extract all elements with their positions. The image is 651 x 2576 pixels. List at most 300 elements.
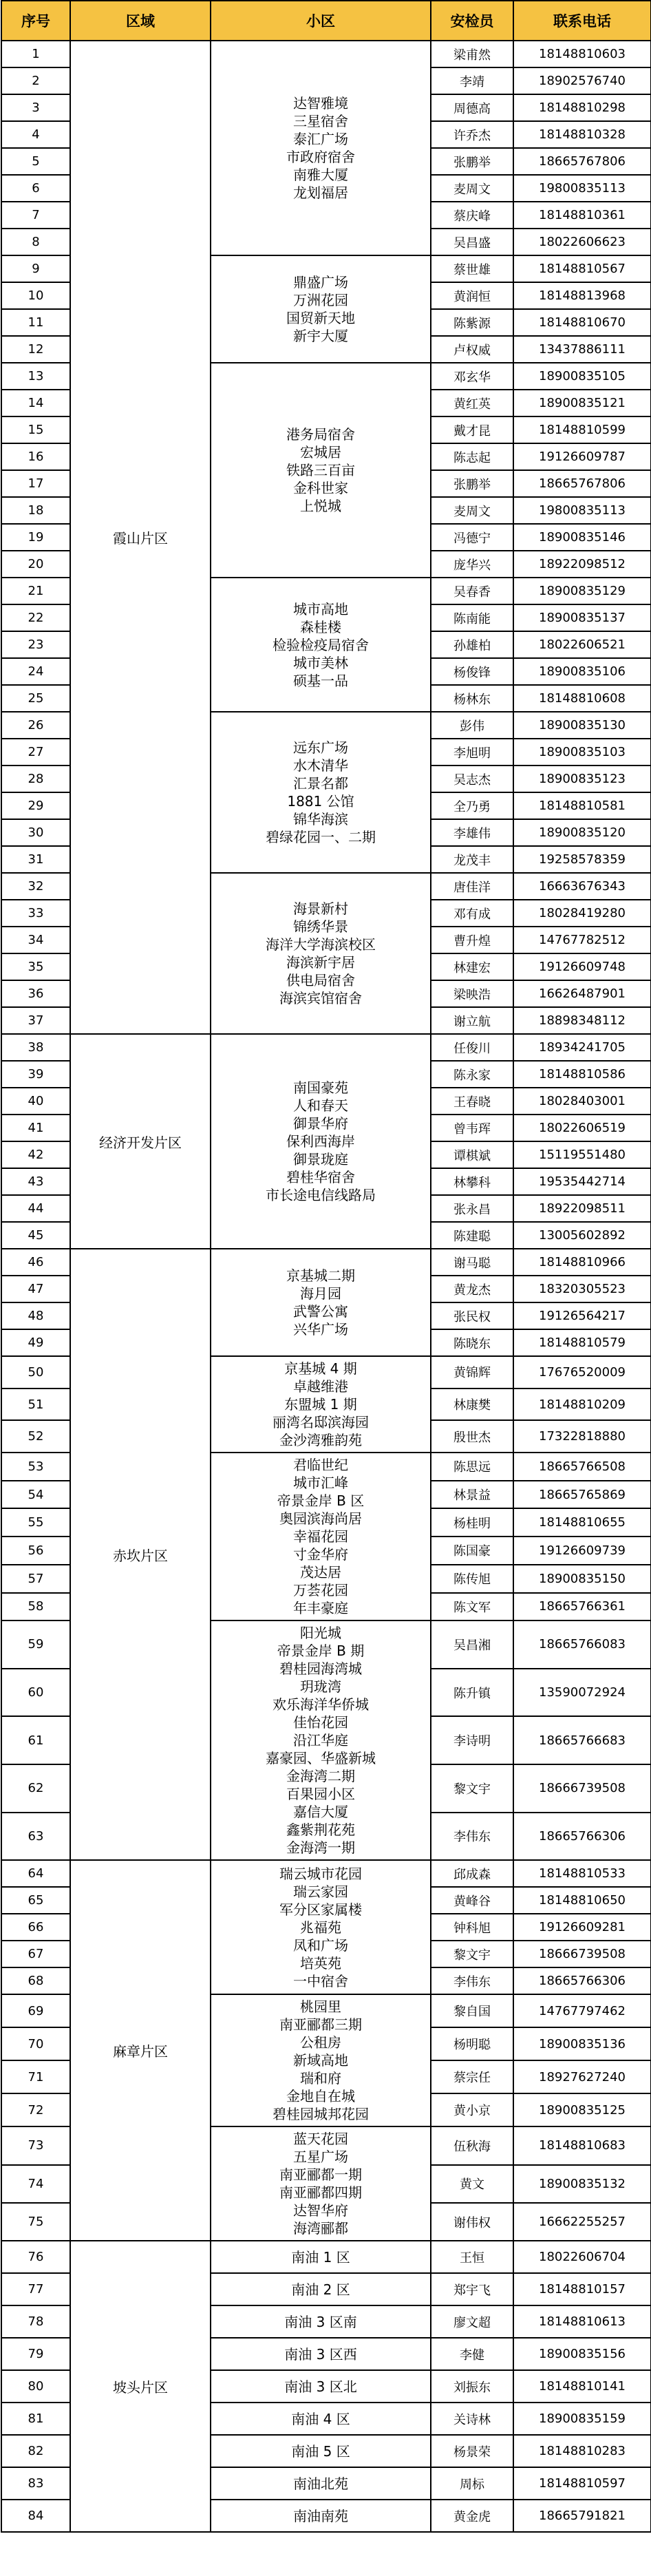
inspector-name: 李雄伟 (431, 819, 513, 846)
inspector-name: 林攀科 (431, 1168, 513, 1195)
phone-number: 14767797462 (513, 1994, 651, 2027)
community-name: 上悦城 (300, 498, 341, 514)
inspector-name: 李旭明 (431, 739, 513, 766)
header-community: 小区 (211, 1, 431, 41)
phone-number: 18148810683 (513, 2126, 651, 2164)
row-number: 75 (1, 2203, 70, 2241)
row-number: 68 (1, 1967, 70, 1994)
community-cell (211, 1453, 431, 1620)
row-number: 29 (1, 792, 70, 819)
community-name: 达智华府 (293, 2202, 348, 2219)
row-number: 16 (1, 443, 70, 470)
row-number: 63 (1, 1813, 70, 1861)
row-number: 50 (1, 1356, 70, 1389)
phone-number: 13590072924 (513, 1669, 651, 1717)
community-name: 达智雅境 (293, 95, 348, 112)
community-cell (211, 712, 431, 873)
row-number: 71 (1, 2060, 70, 2093)
row-number: 39 (1, 1061, 70, 1088)
inspector-name: 曾韦珲 (431, 1115, 513, 1141)
row-number: 12 (1, 336, 70, 363)
inspector-name: 王恒 (431, 2241, 513, 2273)
row-number: 19 (1, 524, 70, 551)
community-name: 南油 3 区南 (284, 2313, 357, 2330)
row-number: 73 (1, 2126, 70, 2164)
phone-number: 18902576740 (513, 67, 651, 94)
community-cell (211, 363, 431, 578)
inspector-name: 李诗明 (431, 1716, 513, 1764)
phone-number: 18320305523 (513, 1276, 651, 1302)
community-cell (211, 1860, 431, 1994)
community-name: 锦华海滨 (293, 811, 348, 827)
community-cell (211, 2467, 431, 2500)
phone-number: 18028403001 (513, 1088, 651, 1115)
phone-number: 18922098511 (513, 1195, 651, 1222)
community-cell (211, 1356, 431, 1453)
community-name: 桃园里 (300, 1998, 341, 2016)
row-number: 41 (1, 1115, 70, 1141)
row-number: 37 (1, 1007, 70, 1034)
inspector-name: 李健 (431, 2338, 513, 2370)
community-name: 兆福苑 (300, 1919, 341, 1936)
community-name: 1881 公馆 (287, 793, 354, 810)
inspector-name: 李伟东 (431, 1967, 513, 1994)
phone-number: 18148813968 (513, 282, 651, 309)
area-cell: 霞山片区 (70, 41, 211, 1034)
phone-number: 18922098512 (513, 551, 651, 578)
row-number: 9 (1, 255, 70, 282)
row-number: 76 (1, 2241, 70, 2273)
area-cell: 坡头片区 (70, 2241, 211, 2532)
header-no: 序号 (1, 1, 70, 41)
inspector-name: 龙茂丰 (431, 846, 513, 873)
community-name: 南油 3 区西 (284, 2345, 357, 2363)
inspector-name: 许乔杰 (431, 121, 513, 148)
community-name: 御景华府 (293, 1115, 348, 1132)
phone-number: 18148810670 (513, 309, 651, 336)
community-name: 凤和广场 (293, 1936, 348, 1954)
row-number: 6 (1, 175, 70, 202)
phone-number: 18148810597 (513, 2467, 651, 2500)
community-name: 检验检疫局宿舍 (273, 636, 369, 653)
row-number: 25 (1, 685, 70, 712)
phone-number: 18148810650 (513, 1887, 651, 1914)
row-number: 54 (1, 1481, 70, 1509)
inspector-name: 黄龙杰 (431, 1276, 513, 1302)
community-name: 三星宿舍 (293, 113, 348, 129)
area-cell: 赤坎片区 (70, 1249, 211, 1860)
row-number: 23 (1, 631, 70, 658)
inspector-name: 殷世杰 (431, 1420, 513, 1453)
inspector-name: 曹升煌 (431, 927, 513, 953)
phone-number: 18900835150 (513, 1565, 651, 1593)
community-name: 保利西海岸 (286, 1133, 355, 1150)
header-phone: 联系电话 (513, 1, 651, 41)
community-name: 城市美林 (293, 654, 348, 671)
row-number: 13 (1, 363, 70, 390)
inspector-name: 黄峰谷 (431, 1887, 513, 1914)
inspector-name: 戴才昆 (431, 416, 513, 443)
inspector-name: 黄红英 (431, 390, 513, 416)
community-name: 御景珑庭 (293, 1151, 348, 1168)
phone-number: 19126609748 (513, 953, 651, 980)
inspector-contact-table (1, 0, 651, 2533)
inspector-name: 陈紫源 (431, 309, 513, 336)
community-name: 碧桂园城邦花园 (273, 2106, 369, 2123)
row-number: 55 (1, 1508, 70, 1537)
community-name: 嘉豪园、华盛新城 (266, 1750, 376, 1767)
row-number: 18 (1, 497, 70, 524)
phone-number: 19126609281 (513, 1914, 651, 1941)
area-cell: 麻章片区 (70, 1860, 211, 2241)
row-number: 11 (1, 309, 70, 336)
row-number: 21 (1, 578, 70, 604)
community-name: 金海湾二期 (286, 1768, 355, 1785)
inspector-name: 林建宏 (431, 953, 513, 980)
row-number: 35 (1, 953, 70, 980)
inspector-name: 张鹏举 (431, 470, 513, 497)
community-name: 港务局宿舍 (286, 426, 355, 443)
row-number: 79 (1, 2338, 70, 2370)
row-number: 57 (1, 1565, 70, 1593)
inspector-name: 杨林东 (431, 685, 513, 712)
inspector-name: 陈晓东 (431, 1329, 513, 1356)
inspector-name: 黄小京 (431, 2093, 513, 2126)
inspector-name: 吴志杰 (431, 766, 513, 792)
row-number: 47 (1, 1276, 70, 1302)
row-number: 70 (1, 2027, 70, 2060)
area-cell: 经济开发片区 (70, 1034, 211, 1249)
phone-number: 19126564217 (513, 1302, 651, 1329)
community-cell (211, 1249, 431, 1356)
phone-number: 18148810581 (513, 792, 651, 819)
row-number: 74 (1, 2165, 70, 2203)
community-cell (211, 578, 431, 712)
row-number: 38 (1, 1034, 70, 1061)
community-cell (211, 1034, 431, 1249)
row-number: 81 (1, 2403, 70, 2435)
row-number: 77 (1, 2273, 70, 2305)
phone-number: 18665766361 (513, 1593, 651, 1621)
community-cell (211, 2500, 431, 2532)
phone-number: 18148810586 (513, 1061, 651, 1088)
row-number: 82 (1, 2435, 70, 2467)
phone-number: 18148810141 (513, 2370, 651, 2403)
phone-number: 18665767806 (513, 470, 651, 497)
community-name: 南雅大厦 (293, 167, 348, 183)
inspector-name: 杨景荣 (431, 2435, 513, 2467)
inspector-name: 黎自国 (431, 1994, 513, 2027)
community-name: 海湾郦都 (293, 2220, 348, 2237)
inspector-name: 全乃勇 (431, 792, 513, 819)
community-name: 阳光城 (300, 1625, 341, 1642)
inspector-name: 钟科旭 (431, 1914, 513, 1941)
phone-number: 18900835136 (513, 2027, 651, 2060)
inspector-name: 吴春香 (431, 578, 513, 604)
phone-number: 18148810157 (513, 2273, 651, 2305)
community-name: 南亚郦都三期 (279, 2016, 362, 2034)
community-cell (211, 2305, 431, 2338)
row-number: 36 (1, 980, 70, 1007)
phone-number: 18665791821 (513, 2500, 651, 2532)
community-name: 国贸新天地 (286, 310, 355, 326)
community-cell (211, 2435, 431, 2467)
row-number: 49 (1, 1329, 70, 1356)
community-name: 京基城 4 期 (284, 1360, 357, 1377)
community-name: 鑫紫荆花苑 (286, 1822, 355, 1839)
row-number: 34 (1, 927, 70, 953)
inspector-name: 唐佳洋 (431, 873, 513, 900)
community-name: 龙划福居 (293, 184, 348, 201)
phone-number: 19258578359 (513, 846, 651, 873)
inspector-name: 廖文超 (431, 2305, 513, 2338)
community-name: 奥园滨海尚居 (279, 1510, 362, 1528)
phone-number: 18900835106 (513, 658, 651, 685)
community-name: 水木清华 (293, 757, 348, 774)
row-number: 2 (1, 67, 70, 94)
phone-number: 16662255257 (513, 2203, 651, 2241)
phone-number: 18900835156 (513, 2338, 651, 2370)
phone-number: 13005602892 (513, 1222, 651, 1249)
community-cell (211, 2241, 431, 2273)
phone-number: 18900835137 (513, 604, 651, 631)
phone-number: 18148810579 (513, 1329, 651, 1356)
row-number: 51 (1, 1389, 70, 1421)
phone-number: 18900835129 (513, 578, 651, 604)
inspector-name: 张永昌 (431, 1195, 513, 1222)
community-name: 宏城居 (300, 444, 341, 461)
row-number: 66 (1, 1914, 70, 1941)
phone-number: 18148810209 (513, 1389, 651, 1421)
inspector-name: 蔡宗任 (431, 2060, 513, 2093)
phone-number: 18148810603 (513, 41, 651, 67)
row-number: 69 (1, 1994, 70, 2027)
inspector-name: 李靖 (431, 67, 513, 94)
inspector-name: 黄金虎 (431, 2500, 513, 2532)
community-name: 京基城二期 (286, 1267, 355, 1284)
community-name: 森桂楼 (300, 618, 341, 635)
phone-number: 18665766083 (513, 1620, 651, 1669)
inspector-name: 孙雄柏 (431, 631, 513, 658)
row-number: 53 (1, 1453, 70, 1481)
inspector-name: 杨明聪 (431, 2027, 513, 2060)
phone-number: 18148810298 (513, 94, 651, 121)
phone-number: 18898348112 (513, 1007, 651, 1034)
community-cell (211, 41, 431, 255)
row-number: 24 (1, 658, 70, 685)
community-name: 年丰豪庭 (293, 1600, 348, 1617)
row-number: 7 (1, 202, 70, 229)
community-name: 市长途电信线路局 (266, 1187, 376, 1203)
phone-number: 18900835123 (513, 766, 651, 792)
inspector-name: 邱成森 (431, 1860, 513, 1887)
community-name: 南油北苑 (293, 2475, 348, 2492)
community-name: 城市汇峰 (293, 1475, 348, 1492)
community-name: 铁路三百亩 (286, 462, 355, 478)
community-name: 新宇大厦 (293, 328, 348, 344)
table-row (1, 41, 651, 67)
inspector-name: 陈建聪 (431, 1222, 513, 1249)
community-name: 鼎盛广场 (293, 274, 348, 291)
community-name: 市政府宿舍 (286, 149, 355, 165)
phone-number: 18900835121 (513, 390, 651, 416)
community-name: 丽湾名邸滨海园 (273, 1414, 369, 1431)
phone-number: 18148810599 (513, 416, 651, 443)
row-number: 5 (1, 148, 70, 175)
community-name: 嘉信大厦 (293, 1804, 348, 1821)
inspector-name: 张鹏举 (431, 148, 513, 175)
phone-number: 18148810655 (513, 1508, 651, 1537)
inspector-name: 谢立航 (431, 1007, 513, 1034)
community-name: 碧桂华宿舍 (286, 1169, 355, 1185)
community-name: 五星广场 (293, 2149, 348, 2166)
row-number: 78 (1, 2305, 70, 2338)
phone-number: 18028419280 (513, 900, 651, 927)
inspector-name: 黎文宇 (431, 1764, 513, 1813)
inspector-name: 陈传旭 (431, 1565, 513, 1593)
row-number: 3 (1, 94, 70, 121)
community-name: 寸金华府 (293, 1546, 348, 1563)
header-inspector: 安检员 (431, 1, 513, 41)
header-row (1, 1, 651, 41)
phone-number: 18900835103 (513, 739, 651, 766)
inspector-name: 谢马聪 (431, 1249, 513, 1276)
phone-number: 18022606623 (513, 229, 651, 255)
inspector-name: 谢伟权 (431, 2203, 513, 2241)
community-name: 供电局宿舍 (286, 972, 355, 989)
row-number: 10 (1, 282, 70, 309)
community-name: 卓越维港 (293, 1378, 348, 1395)
row-number: 83 (1, 2467, 70, 2500)
inspector-name: 林康樊 (431, 1389, 513, 1421)
community-name: 武警公寓 (293, 1303, 348, 1320)
community-name: 金海湾一期 (286, 1839, 355, 1857)
community-name: 瑞云家园 (293, 1883, 348, 1900)
community-name: 碧桂园海湾城 (279, 1660, 362, 1678)
community-name: 茂达居 (300, 1564, 341, 1581)
inspector-name: 郑宇飞 (431, 2273, 513, 2305)
inspector-name: 周德高 (431, 94, 513, 121)
phone-number: 18148810613 (513, 2305, 651, 2338)
inspector-name: 黄文 (431, 2165, 513, 2203)
phone-number: 19800835113 (513, 497, 651, 524)
community-name: 玥珑湾 (300, 1678, 341, 1696)
row-number: 84 (1, 2500, 70, 2532)
community-name: 人和春天 (293, 1097, 348, 1114)
community-name: 佳怡花园 (293, 1714, 348, 1731)
phone-number: 19126609739 (513, 1537, 651, 1565)
phone-number: 18148810283 (513, 2435, 651, 2467)
phone-number: 18665766306 (513, 1813, 651, 1861)
inspector-name: 杨桂明 (431, 1508, 513, 1537)
community-name: 帝景金岸 B 期 (277, 1643, 365, 1660)
community-name: 海月园 (300, 1285, 341, 1302)
inspector-name: 黄润恒 (431, 282, 513, 309)
phone-number: 18900835130 (513, 712, 651, 739)
phone-number: 18148810361 (513, 202, 651, 229)
phone-number: 18148810608 (513, 685, 651, 712)
inspector-name: 陈升镇 (431, 1669, 513, 1717)
community-name: 百果园小区 (286, 1786, 355, 1803)
row-number: 32 (1, 873, 70, 900)
row-number: 27 (1, 739, 70, 766)
row-number: 17 (1, 470, 70, 497)
inspector-name: 关诗林 (431, 2403, 513, 2435)
table-row (1, 1249, 651, 1276)
phone-number: 19800835113 (513, 175, 651, 202)
community-name: 幸福花园 (293, 1528, 348, 1545)
community-name: 金地自在城 (286, 2088, 355, 2105)
phone-number: 18900835125 (513, 2093, 651, 2126)
community-name: 沿江华庭 (293, 1732, 348, 1749)
inspector-name: 伍秋海 (431, 2126, 513, 2164)
inspector-name: 麦周文 (431, 175, 513, 202)
community-cell (211, 1994, 431, 2126)
inspector-name: 卢权威 (431, 336, 513, 363)
row-number: 26 (1, 712, 70, 739)
table-row (1, 1034, 651, 1061)
row-number: 60 (1, 1669, 70, 1717)
community-name: 碧绿花园一、二期 (266, 829, 376, 845)
phone-number: 18900835132 (513, 2165, 651, 2203)
phone-number: 17322818880 (513, 1420, 651, 1453)
row-number: 64 (1, 1860, 70, 1887)
community-name: 培英苑 (300, 1954, 341, 1972)
community-name: 瑞云城市花园 (279, 1865, 362, 1882)
row-number: 20 (1, 551, 70, 578)
row-number: 28 (1, 766, 70, 792)
phone-number: 18900835105 (513, 363, 651, 390)
row-number: 33 (1, 900, 70, 927)
phone-number: 18022606704 (513, 2241, 651, 2273)
table-row (1, 2241, 651, 2273)
community-name: 南油 4 区 (291, 2410, 350, 2427)
inspector-name: 林景益 (431, 1481, 513, 1509)
phone-number: 18148810533 (513, 1860, 651, 1887)
phone-number: 18666739508 (513, 1764, 651, 1813)
row-number: 31 (1, 846, 70, 873)
row-number: 61 (1, 1716, 70, 1764)
phone-number: 18900835146 (513, 524, 651, 551)
row-number: 48 (1, 1302, 70, 1329)
community-cell (211, 1620, 431, 1860)
community-name: 公租房 (300, 2034, 341, 2051)
community-name: 海滨新宇居 (286, 954, 355, 971)
community-name: 城市高地 (293, 600, 348, 617)
community-cell (211, 255, 431, 363)
phone-number: 18927627240 (513, 2060, 651, 2093)
row-number: 44 (1, 1195, 70, 1222)
community-name: 新域高地 (293, 2052, 348, 2069)
row-number: 52 (1, 1420, 70, 1453)
community-cell (211, 2273, 431, 2305)
community-cell (211, 2370, 431, 2403)
inspector-name: 周标 (431, 2467, 513, 2500)
phone-number: 18665766508 (513, 1453, 651, 1481)
inspector-name: 陈志起 (431, 443, 513, 470)
inspector-name: 黎文宇 (431, 1941, 513, 1967)
row-number: 4 (1, 121, 70, 148)
community-name: 南油 1 区 (291, 2248, 350, 2266)
community-cell (211, 2126, 431, 2241)
inspector-name: 梁甫然 (431, 41, 513, 67)
community-name: 兴华广场 (293, 1321, 348, 1338)
phone-number: 17676520009 (513, 1356, 651, 1389)
inspector-name: 冯德宁 (431, 524, 513, 551)
row-number: 65 (1, 1887, 70, 1914)
row-number: 72 (1, 2093, 70, 2126)
inspector-name: 李伟东 (431, 1813, 513, 1861)
